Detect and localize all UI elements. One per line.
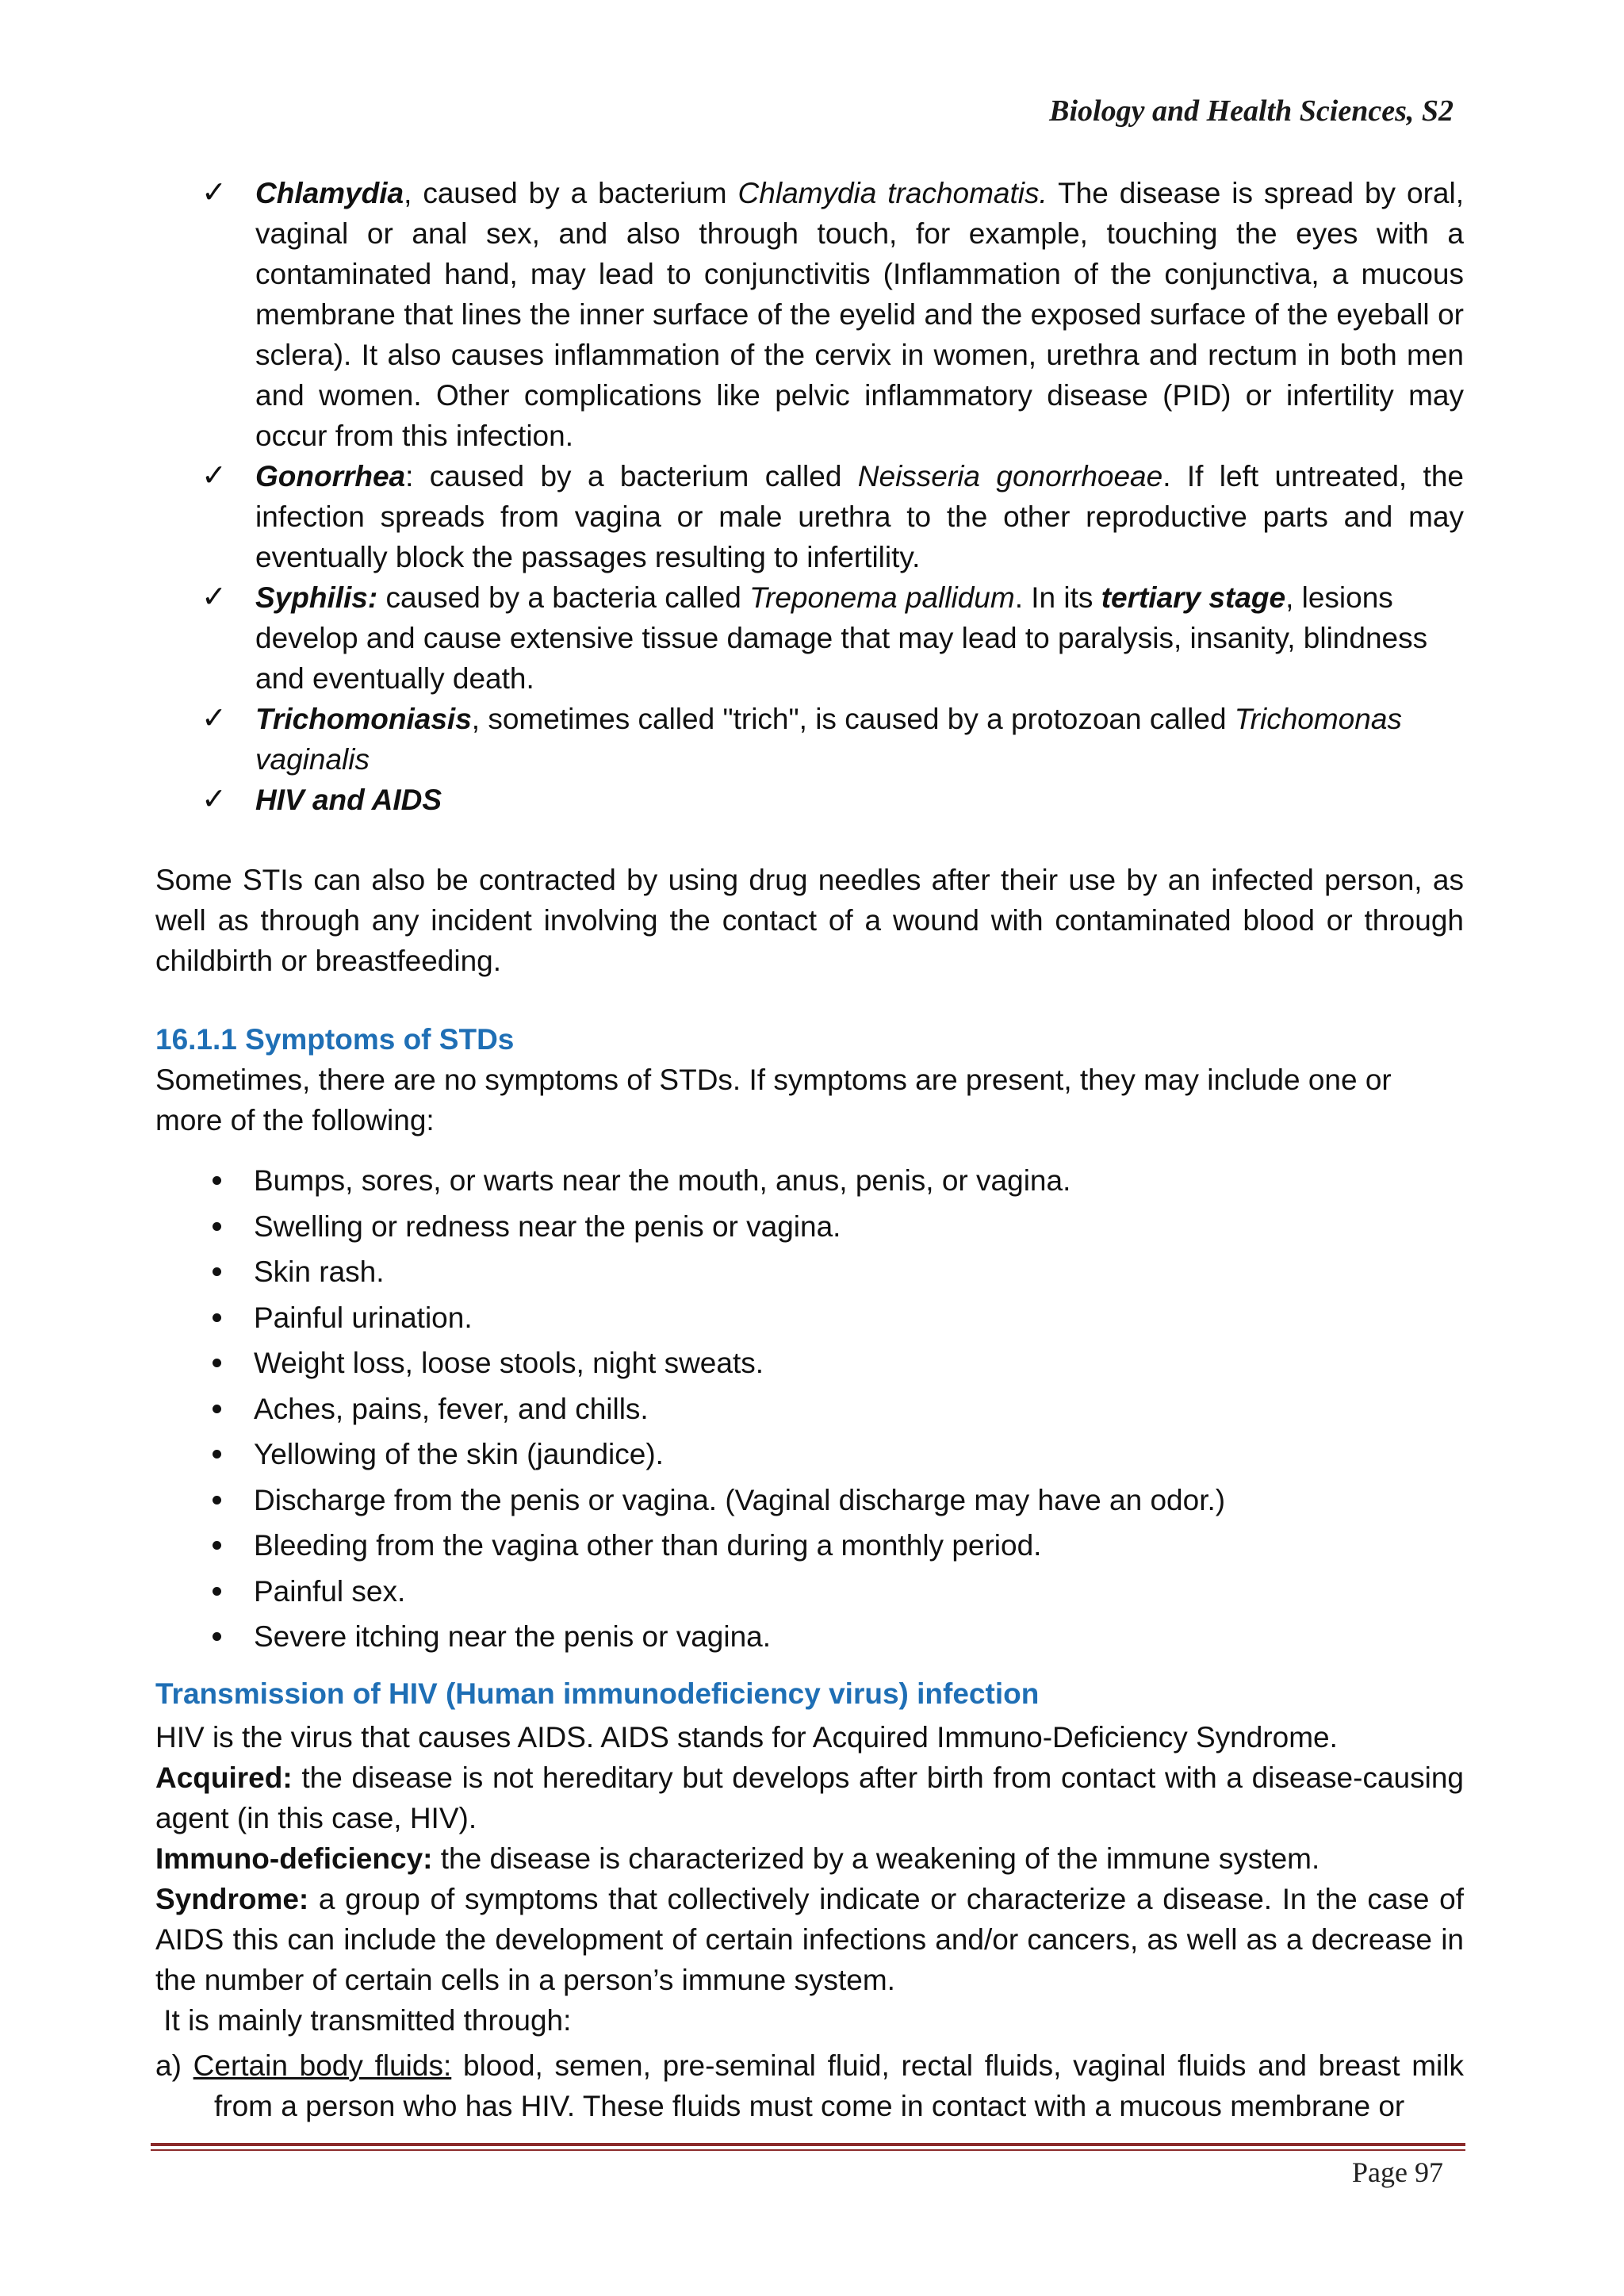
transmission-heading: Transmission of HIV (Human immunodeficiency virus) infection bbox=[155, 1677, 1040, 1710]
bullet-icon bbox=[213, 1313, 221, 1322]
symptoms-intro: Sometimes, there are no symptoms of STDs. If symptoms are present, they may include one or more of the following: bbox=[155, 1064, 1392, 1137]
point-text: blood, semen, pre-seminal fluid, rectal fluids, vaginal fluids and breast milk from a person who has HIV. These fluids must come in contact with a mucous membrane or bbox=[214, 2049, 1464, 2122]
definition-immuno bbox=[155, 1838, 1464, 1879]
definition-term: Syndrome: bbox=[155, 1882, 309, 1915]
definition-text: a group of symptoms that collectively indicate or characterize a disease. In the case of AIDS this can include the development of certain infections and/or cancers, as well as a decrease in the number of certain cells in a person’s immune system. bbox=[155, 1882, 1464, 1996]
bullet-icon bbox=[213, 1359, 221, 1367]
checkmark-icon: ✓ bbox=[201, 581, 227, 614]
text: The disease is spread by oral, vaginal or anal sex, and also through touch, for example, touching the eyes with a contaminated hand, may lead to conjunctivitis (Inflammation of the conjunctiva, a mucous membrane that lines the inner surface of the eyelid and the exposed surface of the eyeball or sclera). It also causes inflammation of the cervix in women, urethra and rectum in both men and women. Other complications like pelvic inflammatory disease (PID) or infertility may occur from this infection. bbox=[255, 177, 1464, 452]
list-item bbox=[155, 1569, 1464, 1615]
point-term: Certain body fluids: bbox=[193, 2049, 452, 2082]
list-item-text: Skin rash. bbox=[254, 1255, 385, 1288]
term: Chlamydia bbox=[255, 177, 404, 209]
list-item bbox=[155, 1386, 1464, 1432]
list-item-hiv-aids bbox=[155, 780, 1464, 820]
list-item-text: Painful sex. bbox=[254, 1574, 406, 1608]
list-item-trichomoniasis bbox=[155, 699, 1464, 780]
list-item-text: Aches, pains, fever, and chills. bbox=[254, 1392, 649, 1425]
emphasis: tertiary stage bbox=[1101, 581, 1286, 614]
list-item bbox=[155, 1523, 1464, 1569]
bullet-icon bbox=[213, 1176, 221, 1185]
scientific-name: Neisseria gonorrhoeae bbox=[857, 460, 1163, 493]
list-item-gonorrhea bbox=[155, 456, 1464, 577]
bullet-icon bbox=[213, 1541, 221, 1550]
bullet-icon bbox=[213, 1632, 221, 1641]
term: Trichomoniasis bbox=[255, 703, 472, 735]
running-head: Biology and Health Sciences, S2 bbox=[1049, 94, 1454, 128]
list-item-text: Yellowing of the skin (jaundice). bbox=[254, 1438, 664, 1470]
bullet-icon bbox=[213, 1267, 221, 1276]
definition-term: Immuno-deficiency: bbox=[155, 1842, 433, 1875]
term: Gonorrhea bbox=[255, 460, 406, 493]
footer-rule-thin bbox=[151, 2149, 1465, 2151]
scientific-name: Trichomonas vaginalis bbox=[255, 703, 1402, 776]
scientific-name: Treponema pallidum bbox=[749, 581, 1015, 614]
bullet-icon bbox=[213, 1405, 221, 1413]
list-item-text: Painful urination. bbox=[254, 1301, 473, 1334]
list-item bbox=[155, 1158, 1464, 1204]
list-item-text: Discharge from the penis or vagina. (Vaginal discharge may have an odor.) bbox=[254, 1483, 1226, 1516]
list-item bbox=[155, 1614, 1464, 1660]
point-a bbox=[155, 2045, 1464, 2126]
paragraph-contraction: Some STIs can also be contracted by using drug needles after their use by an infected person, as well as through any incident involving the contact of a wound with contaminated blood or through childbirth or breastfeeding. bbox=[155, 864, 1464, 977]
main-content bbox=[155, 173, 1464, 2126]
list-item-text: Bumps, sores, or warts near the mouth, anus, penis, or vagina. bbox=[254, 1164, 1071, 1197]
definition-syndrome bbox=[155, 1879, 1464, 2000]
text: caused by a bacteria called bbox=[377, 581, 750, 614]
text: , lesions develop and cause extensive tissue damage that may lead to paralysis, insanity, blindness and eventually death. bbox=[255, 581, 1428, 695]
text: . In its bbox=[1014, 581, 1101, 614]
checkmark-icon: ✓ bbox=[201, 176, 227, 209]
definition-term: Acquired: bbox=[155, 1761, 293, 1794]
point-label: a) bbox=[155, 2049, 193, 2082]
footer-rule bbox=[151, 2143, 1465, 2146]
definition-text: the disease is characterized by a weakening of the immune system. bbox=[432, 1842, 1320, 1875]
scientific-name: Chlamydia trachomatis. bbox=[737, 177, 1048, 209]
list-item bbox=[155, 1295, 1464, 1341]
page-number: Page 97 bbox=[1352, 2156, 1443, 2188]
symptoms-heading: 16.1.1 Symptoms of STDs bbox=[155, 1023, 515, 1056]
list-item-text: Severe itching near the penis or vagina. bbox=[254, 1620, 772, 1653]
list-item bbox=[155, 1204, 1464, 1250]
transmission-intro: HIV is the virus that causes AIDS. AIDS stands for Acquired Immuno-Deficiency Syndrome. bbox=[155, 1720, 1338, 1754]
text: : caused by a bacterium called bbox=[405, 460, 858, 493]
list-item-syphilis bbox=[155, 577, 1464, 699]
list-item bbox=[155, 1432, 1464, 1478]
symptoms-list bbox=[155, 1158, 1464, 1660]
bullet-icon bbox=[213, 1222, 221, 1231]
text: , caused by a bacterium bbox=[404, 177, 738, 209]
list-item-text: Swelling or redness near the penis or vagina. bbox=[254, 1209, 841, 1243]
bullet-icon bbox=[213, 1587, 221, 1596]
mainly-transmitted: It is mainly transmitted through: bbox=[155, 2003, 572, 2037]
text: . If left untreated, the infection spreads from vagina or male urethra to the other reproductive parts and may eventually block the passages resulting to infertility. bbox=[255, 460, 1464, 573]
bullet-icon bbox=[213, 1496, 221, 1504]
definition-text: the disease is not hereditary but develops after birth from contact with a disease-causing agent (in this case, HIV). bbox=[155, 1761, 1464, 1834]
term: HIV and AIDS bbox=[255, 784, 442, 816]
list-item-text: Bleeding from the vagina other than during a monthly period. bbox=[254, 1529, 1042, 1562]
checkmark-icon: ✓ bbox=[201, 702, 227, 735]
list-item-chlamydia bbox=[155, 173, 1464, 456]
checkmark-icon: ✓ bbox=[201, 783, 227, 816]
list-item bbox=[155, 1478, 1464, 1524]
list-item bbox=[155, 1249, 1464, 1295]
checkmark-icon: ✓ bbox=[201, 459, 227, 493]
sti-checklist bbox=[155, 173, 1464, 820]
term: Syphilis: bbox=[255, 581, 378, 614]
text: , sometimes called "trich", is caused by a protozoan called bbox=[471, 703, 1235, 735]
list-item-text: Weight loss, loose stools, night sweats. bbox=[254, 1347, 764, 1379]
list-item bbox=[155, 1340, 1464, 1386]
bullet-icon bbox=[213, 1450, 221, 1458]
definition-acquired bbox=[155, 1757, 1464, 1838]
